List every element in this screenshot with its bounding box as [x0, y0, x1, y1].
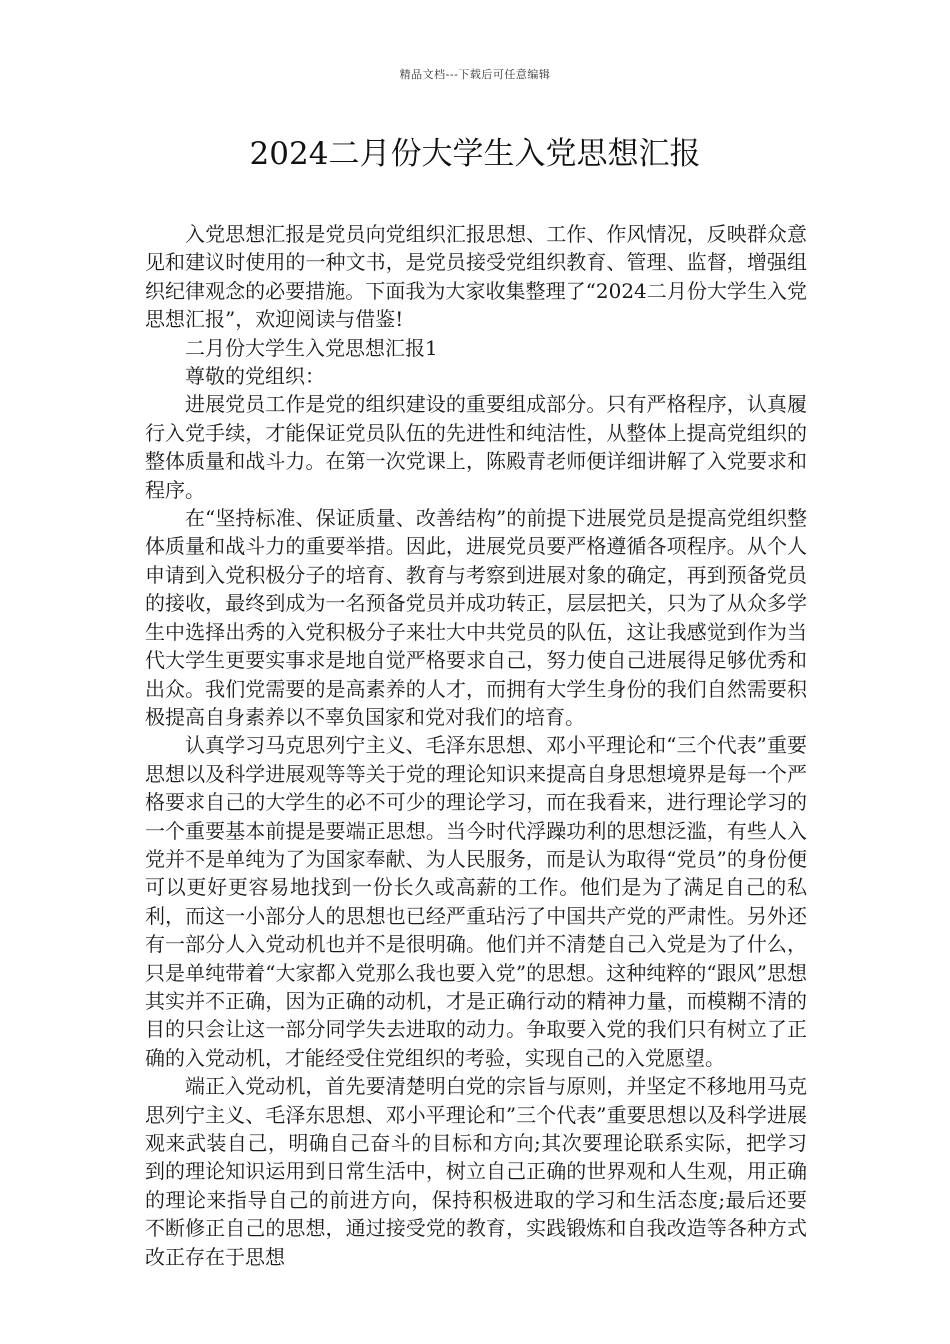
body-paragraph: 进展党员工作是党的组织建设的重要组成部分。只有严格程序，认真履行入党手续，才能保证党员队伍的先进性和纯洁性，从整体上提高党组织的整体质量和战斗力。在第一次党课上，陈殿青老师便详细讲解了入党要求和程序。 [145, 392, 807, 502]
intro-paragraph: 入党思想汇报是党员向党组织汇报思想、工作、作风情况，反映群众意见和建议时使用的一种文书，是党员接受党组织教育、管理、监督，增强组织纪律观念的必要措施。下面我为大家收集整理了“2024二月份大学生入党思想汇报”，欢迎阅读与借鉴! [145, 222, 807, 332]
body-paragraph: 在“坚持标准、保证质量、改善结构”的前提下进展党员是提高党组织整体质量和战斗力的重要举措。因此，进展党员要严格遵循各项程序。从个人申请到入党积极分子的培育、教育与考察到进展对象的确定，再到预备党员的接收，最终到成为一名预备党员并成功转正，层层把关，只为了从众多学生中选择出秀的入党积极分子来壮大中共党员的队伍，这让我感觉到作为当代大学生更要实事求是地自觉严格要求自己，努力使自己进展得足够优秀和出众。我们党需要的是高素养的人才，而拥有大学生身份的我们自然需要积极提高自身素养以不辜负国家和党对我们的培育。 [145, 506, 807, 729]
salutation: 尊敬的党组织： [185, 364, 325, 389]
section-heading: 二月份大学生入党思想汇报1 [185, 335, 438, 360]
body-paragraph: 端正入党动机，首先要清楚明白党的宗旨与原则，并坚定不移地用马克思列宁主义、毛泽东思想、邓小平理论和”三个代表”重要思想以及科学进展观来武装自己，明确自己奋斗的目标和方向;其次要理论联系实际，把学习到的理论知识运用到日常生活中，树立自己正确的世界观和人生观，用正确的理论来指导自己的前进方向，保持积极进取的学习和生活态度;最后还要不断修正自己的思想，通过接受党的教育，实践锻炼和自我改造等各种方式改正存在于思想 [145, 1074, 807, 1269]
page-header: 精品文档---下载后可任意编辑 [399, 68, 551, 81]
body-paragraph: 认真学习马克思列宁主义、毛泽东思想、邓小平理论和“三个代表”重要思想以及科学进展观等等关于党的理论知识来提高自身思想境界是每一个严格要求自己的大学生的必不可少的理论学习，而在我看来，进行理论学习的一个重要基本前提是要端正思想。当今时代浮躁功利的思想泛滥，有些人入党并不是单纯为了为国家奉献、为人民服务，而是认为取得“党员”的身份便可以更好更容易地找到一份长久或高薪的工作。他们是为了满足自己的私利，而这一小部分人的思想也已经严重玷污了中国共产党的严肃性。另外还有一部分人入党动机也并不是很明确。他们并不清楚自己入党是为了什么，只是单纯带着“大家都入党那么我也要入党”的思想。这种纯粹的“跟风”思想其实并不正确，因为正确的动机，才是正确行动的精神力量，而模糊不清的目的只会让这一部分同学失去进取的动力。争取要入党的我们只有树立了正确的入党动机，才能经受住党组织的考验，实现自己的入党愿望。 [145, 733, 807, 1070]
document-body [145, 220, 807, 1271]
document-title: 2024二月份大学生入党思想汇报 [249, 136, 701, 172]
